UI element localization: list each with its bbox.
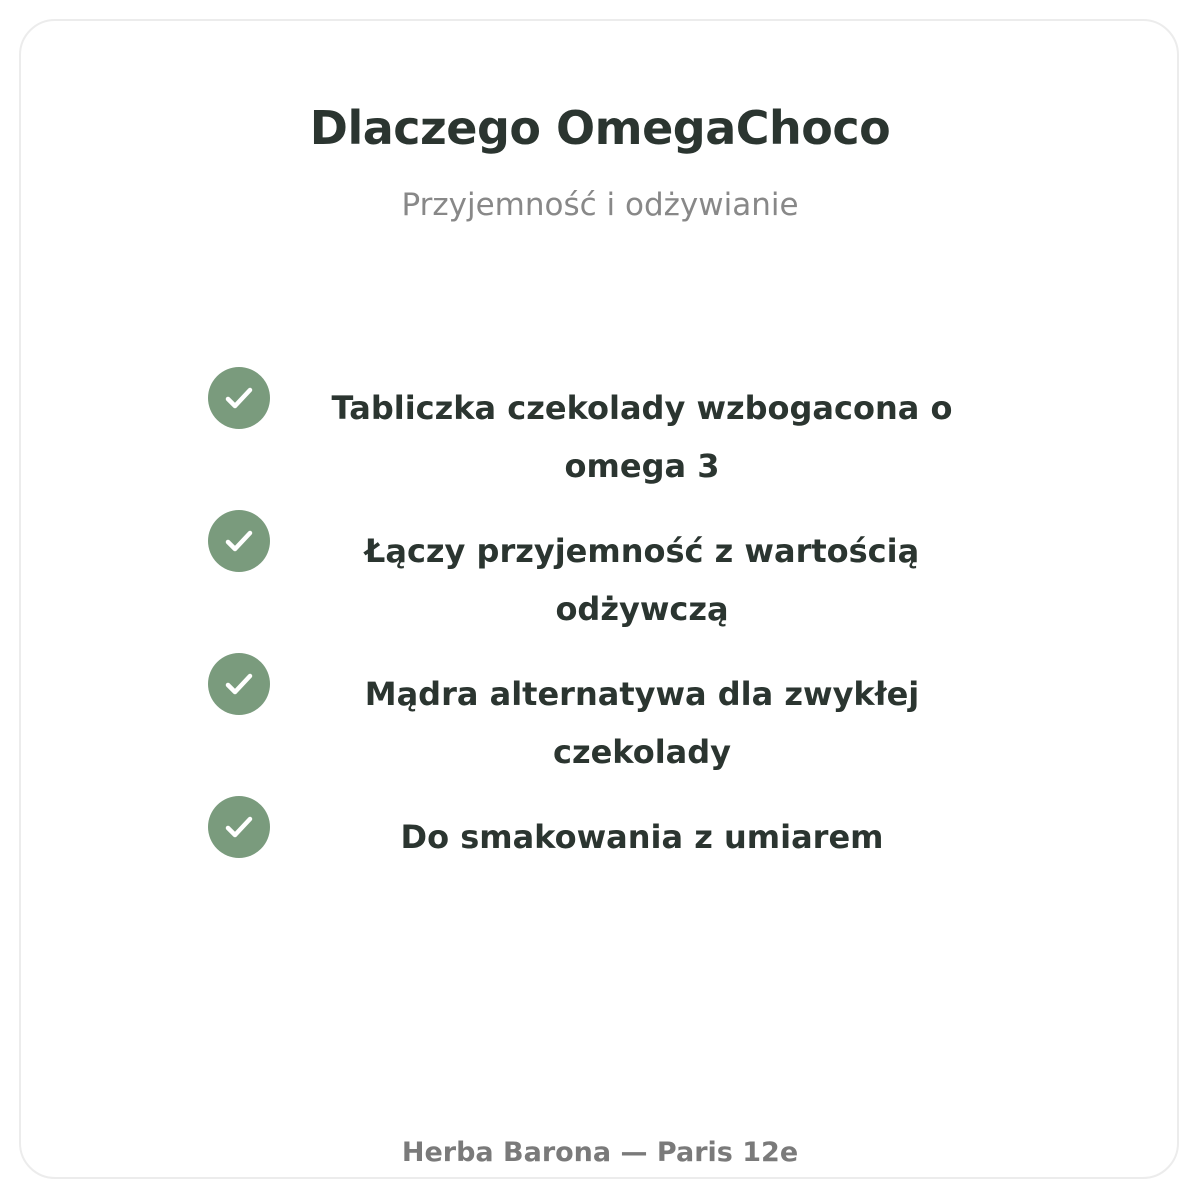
check-circle-icon xyxy=(208,367,270,429)
list-item-label: Do smakowania z umiarem xyxy=(400,818,884,856)
list-item xyxy=(208,652,1008,781)
list-item-label: Mądra alternatywa dla zwykłej czekolady xyxy=(364,675,920,771)
check-circle-icon xyxy=(208,653,270,715)
list-item-label: Łączy przyjemność z wartością odżywczą xyxy=(364,532,920,628)
page-title: Dlaczego OmegaChoco xyxy=(309,101,891,155)
check-circle-icon xyxy=(208,796,270,858)
list-item xyxy=(208,366,1008,495)
benefits-list xyxy=(208,366,1008,866)
check-circle-icon xyxy=(208,510,270,572)
footer-text: Herba Barona — Paris 12e xyxy=(401,1137,799,1168)
page-subtitle: Przyjemność i odżywianie xyxy=(401,187,799,223)
list-item xyxy=(208,795,1008,866)
list-item xyxy=(208,509,1008,638)
list-item-label: Tabliczka czekolady wzbogacona o omega 3 xyxy=(331,389,953,485)
